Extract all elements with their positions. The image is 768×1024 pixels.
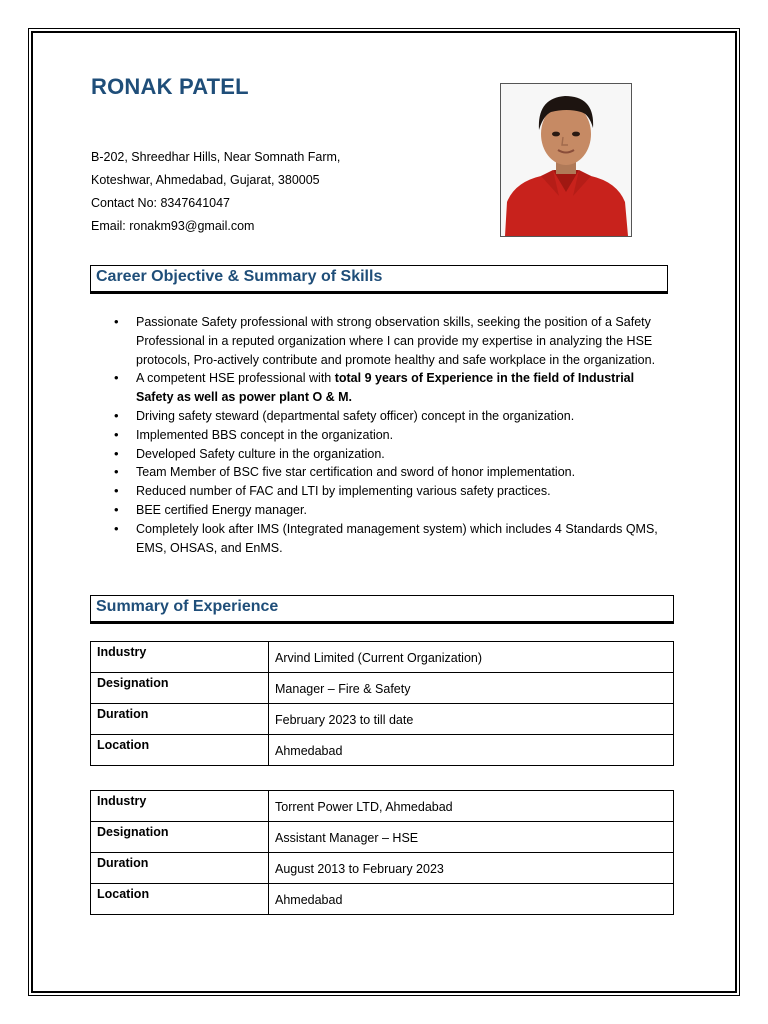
- list-item-text: A competent HSE professional with: [136, 371, 335, 386]
- duration-value: August 2013 to February 2023: [269, 853, 674, 884]
- contact-block: [91, 146, 340, 238]
- industry-label: Industry: [91, 642, 269, 673]
- list-item: • Passionate Safety professional with strong observation skills, seeking the position of a Safety Professional in a reputed organization where I can provide my expertise in analyzing the HSE protocols, Pro-actively contribute and promote healthy and safe workplace in the organization.: [112, 313, 672, 369]
- table-row: [91, 853, 674, 884]
- table-row: [91, 673, 674, 704]
- table-row: [91, 642, 674, 673]
- list-item: [112, 369, 672, 407]
- table-row: [91, 884, 674, 915]
- list-item: • Developed Safety culture in the organization.: [112, 445, 672, 464]
- designation-value: Assistant Manager – HSE: [269, 822, 674, 853]
- location-value: Ahmedabad: [269, 735, 674, 766]
- email-address: Email: ronakm93@gmail.com: [91, 219, 255, 233]
- career-objective-title: Career Objective & Summary of Skills: [96, 268, 383, 285]
- profile-photo-image: [501, 84, 631, 236]
- location-label: Location: [91, 884, 269, 915]
- table-row: [91, 735, 674, 766]
- list-item: • Driving safety steward (departmental safety officer) concept in the organization.: [112, 407, 672, 426]
- contact-number: Contact No: 8347641047: [91, 196, 230, 210]
- address-line-2: Koteshwar, Ahmedabad, Gujarat, 380005: [91, 173, 320, 187]
- address-line-1: B-202, Shreedhar Hills, Near Somnath Farm,: [91, 150, 341, 164]
- duration-value: February 2023 to till date: [269, 704, 674, 735]
- career-objective-heading: [90, 265, 668, 294]
- list-item: • Team Member of BSC five star certification and sword of honor implementation.: [112, 463, 672, 482]
- duration-label: Duration: [91, 853, 269, 884]
- experience-title: Summary of Experience: [96, 598, 279, 615]
- experience-heading: [90, 595, 674, 624]
- list-item-bold: total 9 years of Experience in the field of Industrial Safety as well as power plant O & M.: [136, 371, 635, 405]
- table-row: [91, 791, 674, 822]
- list-item: • Reduced number of FAC and LTI by implementing various safety practices.: [112, 482, 672, 501]
- industry-value: Torrent Power LTD, Ahmedabad: [269, 791, 674, 822]
- designation-label: Designation: [91, 822, 269, 853]
- list-item: • Implemented BBS concept in the organization.: [112, 426, 672, 445]
- experience-table-2: [90, 790, 674, 915]
- industry-value: Arvind Limited (Current Organization): [269, 642, 674, 673]
- list-item: • BEE certified Energy manager.: [112, 501, 672, 520]
- candidate-name: RONAK PATEL: [91, 74, 249, 99]
- list-item: • Completely look after IMS (Integrated management system) which includes 4 Standards QMS, EMS, OHSAS, and EnMS.: [112, 520, 672, 558]
- duration-label: Duration: [91, 704, 269, 735]
- skills-list: [112, 313, 672, 557]
- location-value: Ahmedabad: [269, 884, 674, 915]
- table-row: [91, 822, 674, 853]
- designation-value: Manager – Fire & Safety: [269, 673, 674, 704]
- location-label: Location: [91, 735, 269, 766]
- table-row: [91, 704, 674, 735]
- industry-label: Industry: [91, 791, 269, 822]
- experience-table-1: [90, 641, 674, 766]
- profile-photo: [500, 83, 632, 237]
- designation-label: Designation: [91, 673, 269, 704]
